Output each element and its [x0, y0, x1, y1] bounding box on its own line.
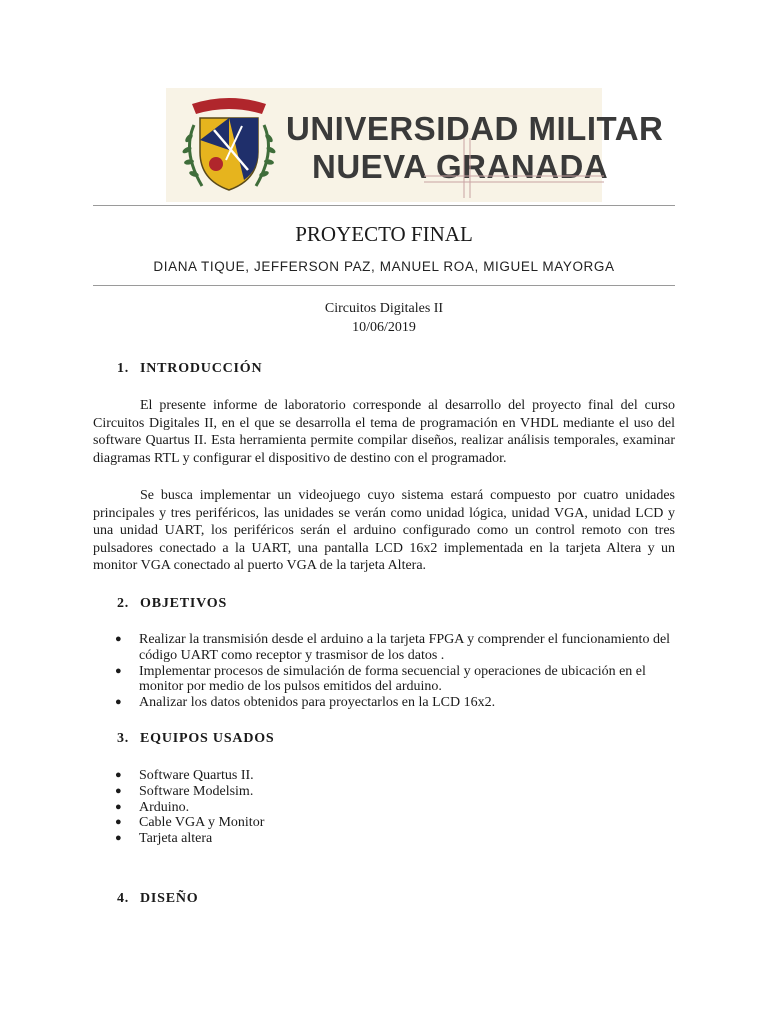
list-item: ● Realizar la transmisión desde el arduino a la tarjeta FPGA y comprender el funcionamiento del código UART como receptor y trasmisor de los datos .	[115, 632, 671, 663]
decorative-lines	[404, 138, 604, 198]
objectives-list	[113, 632, 673, 711]
university-header-banner	[166, 88, 664, 202]
top-divider	[93, 205, 675, 206]
intro-paragraph-2: Se busca implementar un videojuego cuyo sistema estará compuesto por cuatro unidades principales y tres periféricos, las unidades se verán como unidad lógica, unidad VGA, unidad LCD y una unidad UART, los periféricos serán el arduino configurado como un control remoto con tres pulsadores conectado a la UART, una pantalla LCD 16x2 implementada en la tarjeta Altera y un monitor VGA conectado al puerto VGA de la tarjeta Altera.	[93, 488, 675, 574]
list-item: ● Cable VGA y Monitor	[115, 815, 265, 831]
intro-paragraph-1: El presente informe de laboratorio corresponde al desarrollo del proyecto final del curso Circuitos Digitales II, en el que se desarrolla el tema de programación en VHDL mediante el uso del software Quartus II. Esta herramienta permite compilar diseños, realizar análisis temporales, examinar diagramas RTL y configurar el dispositivo de destino con el programador.	[93, 398, 675, 466]
section-number: 3.	[117, 731, 130, 746]
bullet-icon: ●	[115, 784, 122, 797]
university-crest-icon	[174, 90, 284, 198]
section-heading-objetivos	[117, 596, 227, 612]
authors: DIANA TIQUE, JEFFERSON PAZ, MANUEL ROA, MIGUEL MAYORGA	[153, 259, 615, 274]
bullet-icon: ●	[115, 664, 122, 677]
document-date: 10/06/2019	[352, 320, 416, 335]
section-number: 2.	[117, 596, 130, 611]
section-title: DISEÑO	[140, 891, 199, 906]
section-title: OBJETIVOS	[140, 596, 228, 611]
bullet-icon: ●	[115, 832, 122, 845]
bullet-icon: ●	[115, 800, 122, 813]
author-divider	[93, 285, 675, 286]
bullet-icon: ●	[115, 769, 122, 781]
list-item: ● Implementar procesos de simulación de forma secuencial y operaciones de ubicación en el monitor por medio de los pulsos emitidos del arduino.	[115, 663, 646, 695]
list-item: ● Analizar los datos obtenidos para proyectarlos en la LCD 16x2.	[115, 695, 496, 711]
bullet-icon: ●	[115, 696, 122, 709]
list-item: ● Software Quartus II.	[115, 768, 254, 783]
section-heading-equipos	[117, 731, 275, 747]
section-heading-introduccion	[117, 361, 262, 377]
course-name: Circuitos Digitales II	[324, 301, 444, 316]
section-number: 4.	[117, 891, 130, 906]
bullet-icon: ●	[115, 816, 122, 829]
bullet-icon: ●	[115, 633, 122, 645]
section-title: EQUIPOS USADOS	[140, 731, 275, 746]
list-item: ● Software Modelsim.	[115, 783, 254, 799]
university-name-line1: UNIVERSIDAD MILITAR	[286, 110, 664, 147]
university-name-line2: NUEVA GRANADA	[312, 148, 609, 185]
section-number: 1.	[117, 361, 130, 376]
equipment-list	[113, 768, 673, 847]
list-item: ● Tarjeta altera	[115, 831, 213, 847]
document-title: PROYECTO FINAL	[295, 222, 473, 246]
list-item: ● Arduino.	[115, 799, 190, 815]
section-heading-diseno	[117, 891, 198, 907]
section-title: INTRODUCCIÓN	[140, 361, 263, 376]
